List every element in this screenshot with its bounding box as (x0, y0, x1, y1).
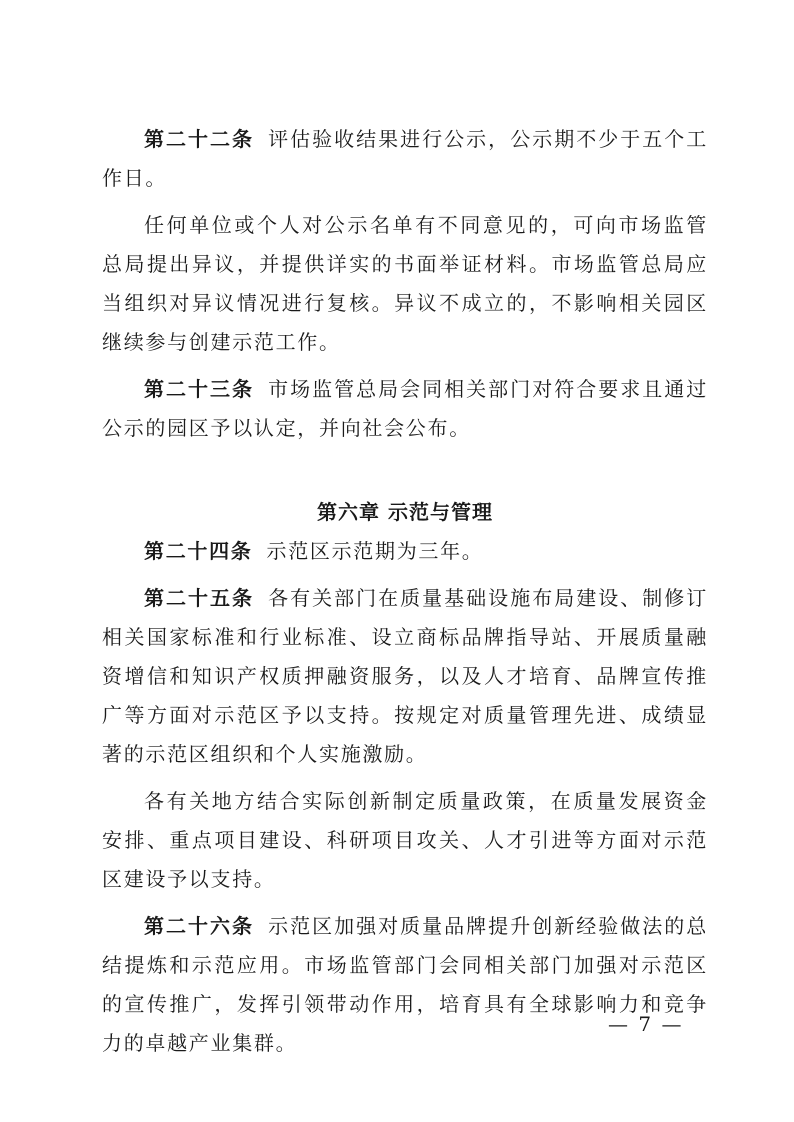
article-23 (102, 370, 708, 448)
article-26 (102, 907, 708, 1063)
article-22-text: 评估验收结果进行公示，公示期不少于五个工作日。 (102, 127, 708, 190)
article-26-text: 示范区加强对质量品牌提升创新经验做法的总结提炼和示范应用。市场监管部门会同相关部门加强对示范区的宣传推广，发挥引领带动作用，培育具有全球影响力和竞争力的卓越产业集群。 (102, 914, 708, 1055)
page-number: — 7 — (608, 1012, 684, 1036)
article-25 (102, 579, 708, 774)
article-22-label: 第二十二条 (144, 127, 255, 151)
article-25-label: 第二十五条 (144, 586, 255, 610)
article-25-text: 各有关部门在质量基础设施布局建设、制修订相关国家标准和行业标准、设立商标品牌指导站、开展质量融资增信和知识产权质押融资服务，以及人才培育、品牌宣传推广等方面对示范区予以支持。按规定对质量管理先进、成绩显著的示范区组织和个人实施激励。 (102, 586, 708, 766)
chapter-6-title: 第六章 示范与管理 (317, 500, 493, 524)
article-22 (102, 120, 708, 198)
article-26-label: 第二十六条 (144, 914, 255, 938)
article-24 (102, 532, 708, 571)
article-23-text: 市场监管总局会同相关部门对符合要求且通过公示的园区予以认定，并向社会公布。 (102, 377, 708, 440)
article-24-text: 示范区示范期为三年。 (266, 539, 484, 563)
document-body (102, 120, 708, 1063)
article-22-paragraph-2: 任何单位或个人对公示名单有不同意见的，可向市场监管总局提出异议，并提供详实的书面举证材料。市场监管总局应当组织对异议情况进行复核。异议不成立的，不影响相关园区继续参与创建示范工作。 (102, 213, 708, 354)
article-23-label: 第二十三条 (144, 377, 255, 401)
article-24-label: 第二十四条 (144, 539, 253, 563)
article-25-paragraph-2: 各有关地方结合实际创新制定质量政策，在质量发展资金安排、重点项目建设、科研项目攻关、人才引进等方面对示范区建设予以支持。 (102, 789, 708, 891)
